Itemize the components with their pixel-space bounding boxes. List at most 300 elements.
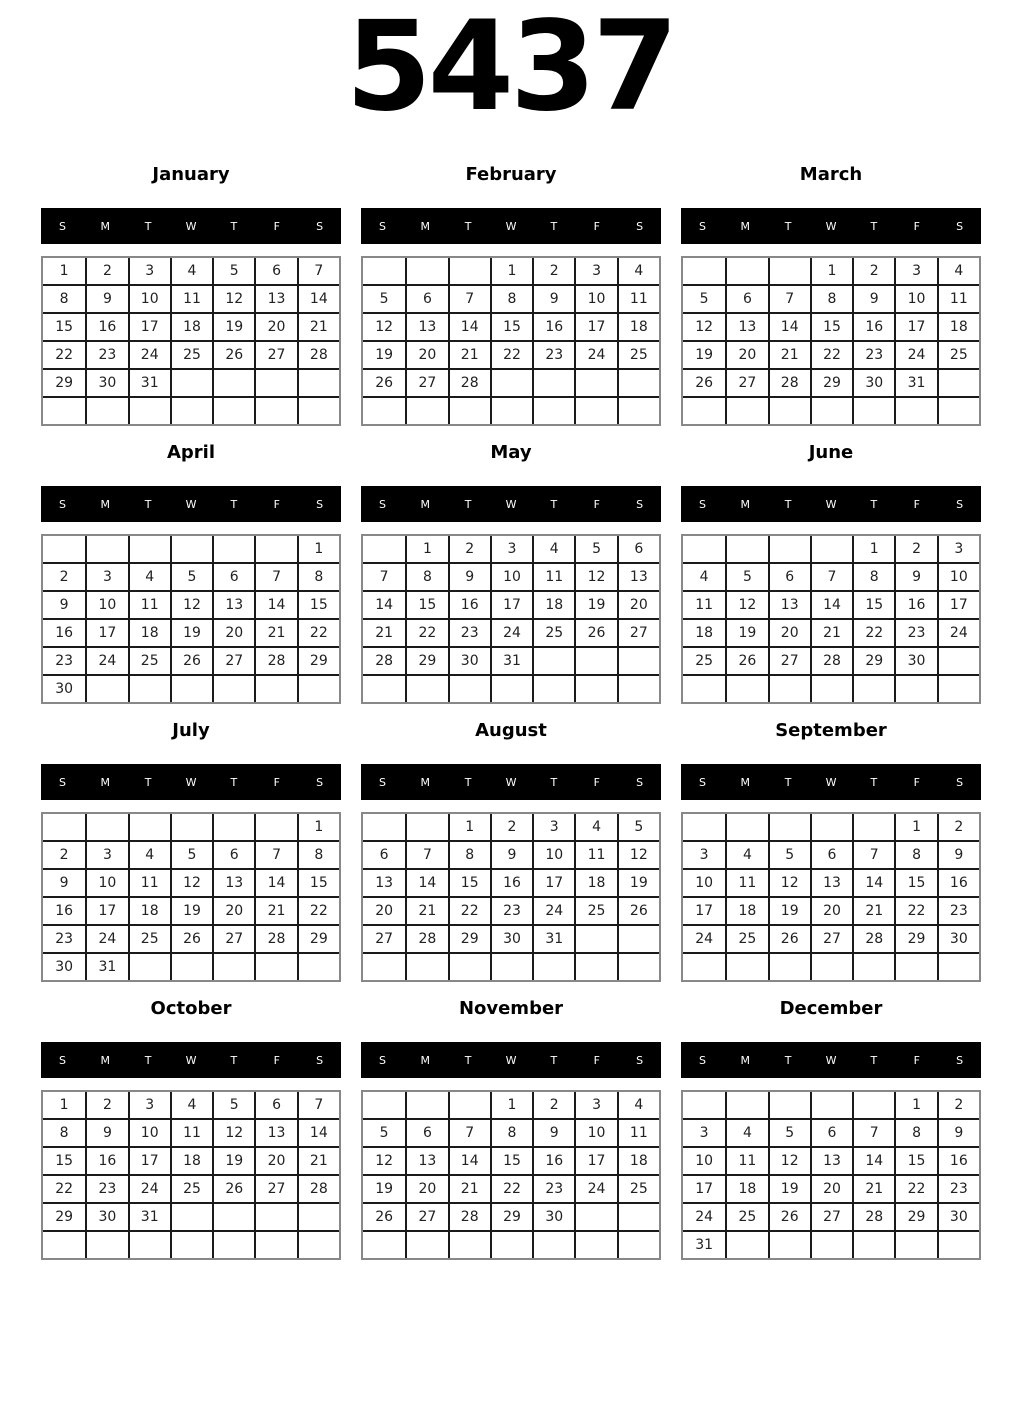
- weekday-header-row: [41, 764, 341, 800]
- day-cell: 21: [297, 312, 339, 340]
- day-cell: 23: [894, 618, 936, 646]
- empty-day-cell: [128, 1230, 170, 1258]
- weekday-label: W: [505, 1053, 517, 1067]
- empty-day-cell: [254, 368, 296, 396]
- day-cell: 17: [532, 868, 574, 896]
- day-cell: 23: [448, 618, 490, 646]
- day-cell: 7: [297, 1092, 339, 1118]
- day-cell: 25: [574, 896, 616, 924]
- day-cell: 20: [212, 896, 254, 924]
- year-title: 5437: [345, 0, 675, 139]
- day-cell: 30: [937, 1202, 979, 1230]
- day-cell: 12: [212, 284, 254, 312]
- empty-day-cell: [852, 1230, 894, 1258]
- week-row: [683, 368, 979, 396]
- weekday-label: S: [378, 219, 386, 233]
- day-cell: 18: [128, 618, 170, 646]
- weekday-label: S: [58, 497, 66, 511]
- empty-day-cell: [532, 368, 574, 396]
- empty-day-cell: [363, 396, 405, 424]
- day-cell: 30: [448, 646, 490, 674]
- month-title: November: [458, 998, 564, 1019]
- week-row: [683, 952, 979, 980]
- weekday-label: S: [636, 775, 644, 789]
- week-row: [363, 896, 659, 924]
- months-grid: [41, 158, 981, 1260]
- day-cell: 31: [128, 368, 170, 396]
- month-grid: [681, 256, 981, 426]
- empty-day-cell: [405, 258, 447, 284]
- day-cell: 1: [894, 814, 936, 840]
- empty-day-cell: [363, 1230, 405, 1258]
- weekday-label: S: [316, 497, 324, 511]
- week-row: [683, 1092, 979, 1118]
- day-cell: 9: [85, 1118, 127, 1146]
- week-row: [363, 840, 659, 868]
- weekday-header-row: [681, 764, 981, 800]
- weekday-label: T: [230, 219, 238, 233]
- month-grid: [681, 534, 981, 704]
- week-row: [683, 258, 979, 284]
- day-cell: 21: [405, 896, 447, 924]
- weekday-label: T: [464, 775, 472, 789]
- day-cell: 16: [448, 590, 490, 618]
- empty-day-cell: [254, 536, 296, 562]
- weekday-label: T: [464, 1053, 472, 1067]
- day-cell: 4: [617, 1092, 659, 1118]
- day-cell: 9: [937, 1118, 979, 1146]
- empty-day-cell: [212, 396, 254, 424]
- day-cell: 5: [574, 536, 616, 562]
- weekday-label: M: [740, 497, 751, 511]
- empty-day-cell: [810, 814, 852, 840]
- month-title: December: [779, 998, 883, 1019]
- day-cell: 2: [43, 562, 85, 590]
- month-february: [361, 158, 661, 426]
- day-cell: 28: [448, 1202, 490, 1230]
- day-cell: 23: [43, 924, 85, 952]
- week-row: [363, 1092, 659, 1118]
- empty-day-cell: [937, 674, 979, 702]
- month-title: September: [775, 720, 887, 741]
- month-grid: [41, 534, 341, 704]
- empty-day-cell: [363, 258, 405, 284]
- day-cell: 12: [212, 1118, 254, 1146]
- day-cell: 22: [43, 1174, 85, 1202]
- weekday-label: F: [913, 497, 920, 511]
- weekday-label: S: [378, 775, 386, 789]
- day-cell: 11: [574, 840, 616, 868]
- day-cell: 29: [297, 924, 339, 952]
- weekday-label: S: [956, 497, 964, 511]
- day-cell: 27: [405, 1202, 447, 1230]
- day-cell: 20: [363, 896, 405, 924]
- day-cell: 19: [725, 618, 767, 646]
- week-row: [43, 924, 339, 952]
- day-cell: 2: [85, 258, 127, 284]
- empty-day-cell: [768, 536, 810, 562]
- day-cell: 8: [894, 840, 936, 868]
- day-cell: 22: [43, 340, 85, 368]
- day-cell: 22: [894, 1174, 936, 1202]
- week-row: [43, 814, 339, 840]
- day-cell: 29: [43, 1202, 85, 1230]
- day-cell: 2: [448, 536, 490, 562]
- weekday-label: M: [420, 219, 431, 233]
- weekday-label: S: [316, 219, 324, 233]
- week-row: [683, 340, 979, 368]
- empty-day-cell: [683, 536, 725, 562]
- empty-day-cell: [937, 952, 979, 980]
- weekday-label: M: [100, 1053, 111, 1067]
- empty-day-cell: [254, 1202, 296, 1230]
- day-cell: 18: [725, 1174, 767, 1202]
- weekday-header-row: [681, 1042, 981, 1078]
- day-cell: 10: [85, 590, 127, 618]
- weekday-label: M: [100, 219, 111, 233]
- weekday-label: S: [698, 775, 706, 789]
- day-cell: 12: [683, 312, 725, 340]
- empty-day-cell: [254, 1230, 296, 1258]
- day-cell: 25: [532, 618, 574, 646]
- empty-day-cell: [128, 674, 170, 702]
- month-july: [41, 714, 341, 982]
- week-row: [683, 674, 979, 702]
- week-row: [683, 896, 979, 924]
- day-cell: 11: [617, 284, 659, 312]
- day-cell: 5: [725, 562, 767, 590]
- day-cell: 31: [490, 646, 532, 674]
- day-cell: 27: [212, 646, 254, 674]
- week-row: [43, 868, 339, 896]
- day-cell: 23: [852, 340, 894, 368]
- empty-day-cell: [212, 1230, 254, 1258]
- empty-day-cell: [363, 1092, 405, 1118]
- month-november: [361, 992, 661, 1260]
- day-cell: 30: [937, 924, 979, 952]
- empty-day-cell: [254, 674, 296, 702]
- day-cell: 5: [363, 1118, 405, 1146]
- day-cell: 17: [85, 618, 127, 646]
- week-row: [363, 536, 659, 562]
- day-cell: 31: [128, 1202, 170, 1230]
- day-cell: 30: [43, 952, 85, 980]
- day-cell: 24: [128, 1174, 170, 1202]
- week-row: [363, 258, 659, 284]
- empty-day-cell: [894, 1230, 936, 1258]
- day-cell: 26: [725, 646, 767, 674]
- day-cell: 29: [43, 368, 85, 396]
- weekday-label: T: [230, 775, 238, 789]
- weekday-label: S: [956, 775, 964, 789]
- day-cell: 6: [725, 284, 767, 312]
- empty-day-cell: [937, 646, 979, 674]
- day-cell: 13: [254, 284, 296, 312]
- day-cell: 14: [254, 868, 296, 896]
- day-cell: 30: [85, 1202, 127, 1230]
- day-cell: 21: [448, 1174, 490, 1202]
- day-cell: 23: [937, 896, 979, 924]
- day-cell: 2: [937, 814, 979, 840]
- day-cell: 4: [170, 258, 212, 284]
- day-cell: 10: [683, 1146, 725, 1174]
- day-cell: 19: [170, 618, 212, 646]
- day-cell: 6: [405, 284, 447, 312]
- day-cell: 24: [683, 1202, 725, 1230]
- day-cell: 22: [490, 1174, 532, 1202]
- weekday-label: S: [378, 497, 386, 511]
- day-cell: 12: [363, 312, 405, 340]
- day-cell: 8: [43, 1118, 85, 1146]
- day-cell: 8: [43, 284, 85, 312]
- empty-day-cell: [725, 814, 767, 840]
- day-cell: 22: [852, 618, 894, 646]
- week-row: [43, 1146, 339, 1174]
- empty-day-cell: [683, 258, 725, 284]
- empty-day-cell: [170, 396, 212, 424]
- day-cell: 27: [254, 340, 296, 368]
- week-row: [363, 1118, 659, 1146]
- weekday-label: W: [825, 219, 837, 233]
- day-cell: 14: [448, 312, 490, 340]
- week-row: [43, 674, 339, 702]
- day-cell: 15: [894, 868, 936, 896]
- day-cell: 10: [490, 562, 532, 590]
- day-cell: 30: [532, 1202, 574, 1230]
- day-cell: 9: [43, 868, 85, 896]
- empty-day-cell: [810, 1092, 852, 1118]
- day-cell: 22: [490, 340, 532, 368]
- month-january: [41, 158, 341, 426]
- weekday-label: F: [593, 1053, 600, 1067]
- month-title: January: [152, 164, 230, 185]
- empty-day-cell: [683, 814, 725, 840]
- week-row: [683, 536, 979, 562]
- day-cell: 13: [212, 868, 254, 896]
- day-cell: 4: [683, 562, 725, 590]
- empty-day-cell: [617, 1202, 659, 1230]
- day-cell: 24: [683, 924, 725, 952]
- empty-day-cell: [43, 396, 85, 424]
- day-cell: 26: [683, 368, 725, 396]
- empty-day-cell: [254, 396, 296, 424]
- day-cell: 27: [617, 618, 659, 646]
- day-cell: 21: [768, 340, 810, 368]
- empty-day-cell: [297, 396, 339, 424]
- week-row: [43, 258, 339, 284]
- empty-day-cell: [894, 674, 936, 702]
- empty-day-cell: [852, 396, 894, 424]
- empty-day-cell: [617, 674, 659, 702]
- month-june: [681, 436, 981, 704]
- day-cell: 10: [574, 284, 616, 312]
- month-grid: [41, 256, 341, 426]
- week-row: [363, 396, 659, 424]
- day-cell: 17: [574, 1146, 616, 1174]
- day-cell: 1: [297, 536, 339, 562]
- day-cell: 1: [852, 536, 894, 562]
- day-cell: 12: [170, 868, 212, 896]
- month-march: [681, 158, 981, 426]
- month-december: [681, 992, 981, 1260]
- weekday-label: T: [550, 1053, 558, 1067]
- day-cell: 30: [490, 924, 532, 952]
- day-cell: 26: [768, 1202, 810, 1230]
- week-row: [363, 952, 659, 980]
- day-cell: 25: [617, 1174, 659, 1202]
- empty-day-cell: [683, 674, 725, 702]
- day-cell: 22: [448, 896, 490, 924]
- empty-day-cell: [405, 814, 447, 840]
- day-cell: 12: [617, 840, 659, 868]
- day-cell: 25: [128, 924, 170, 952]
- weekday-label: T: [230, 497, 238, 511]
- weekday-label: T: [784, 1053, 792, 1067]
- week-row: [43, 1230, 339, 1258]
- empty-day-cell: [725, 258, 767, 284]
- day-cell: 12: [725, 590, 767, 618]
- empty-day-cell: [532, 646, 574, 674]
- empty-day-cell: [810, 952, 852, 980]
- week-row: [363, 312, 659, 340]
- day-cell: 20: [405, 340, 447, 368]
- day-cell: 25: [617, 340, 659, 368]
- empty-day-cell: [617, 646, 659, 674]
- day-cell: 26: [170, 924, 212, 952]
- day-cell: 22: [810, 340, 852, 368]
- empty-day-cell: [617, 368, 659, 396]
- day-cell: 26: [363, 1202, 405, 1230]
- day-cell: 23: [43, 646, 85, 674]
- weekday-label: F: [273, 775, 280, 789]
- weekday-label: T: [464, 497, 472, 511]
- day-cell: 24: [894, 340, 936, 368]
- weekday-label: W: [185, 219, 197, 233]
- month-grid: [361, 812, 661, 982]
- empty-day-cell: [725, 1230, 767, 1258]
- day-cell: 28: [297, 1174, 339, 1202]
- day-cell: 10: [128, 1118, 170, 1146]
- day-cell: 20: [810, 1174, 852, 1202]
- day-cell: 19: [212, 1146, 254, 1174]
- month-title: February: [465, 164, 557, 185]
- day-cell: 19: [617, 868, 659, 896]
- day-cell: 17: [683, 896, 725, 924]
- day-cell: 7: [768, 284, 810, 312]
- empty-day-cell: [448, 1230, 490, 1258]
- week-row: [43, 590, 339, 618]
- empty-day-cell: [768, 396, 810, 424]
- day-cell: 29: [405, 646, 447, 674]
- day-cell: 15: [490, 1146, 532, 1174]
- weekday-label: M: [420, 1053, 431, 1067]
- weekday-label: S: [698, 219, 706, 233]
- empty-day-cell: [170, 368, 212, 396]
- day-cell: 31: [532, 924, 574, 952]
- weekday-label: F: [593, 219, 600, 233]
- day-cell: 4: [725, 840, 767, 868]
- empty-day-cell: [810, 396, 852, 424]
- empty-day-cell: [532, 674, 574, 702]
- day-cell: 19: [363, 1174, 405, 1202]
- day-cell: 5: [768, 840, 810, 868]
- week-row: [683, 646, 979, 674]
- week-row: [363, 1146, 659, 1174]
- weekday-label: M: [740, 1053, 751, 1067]
- empty-day-cell: [297, 368, 339, 396]
- day-cell: 20: [254, 1146, 296, 1174]
- empty-day-cell: [128, 536, 170, 562]
- day-cell: 28: [363, 646, 405, 674]
- day-cell: 5: [363, 284, 405, 312]
- day-cell: 1: [448, 814, 490, 840]
- day-cell: 28: [810, 646, 852, 674]
- day-cell: 3: [683, 1118, 725, 1146]
- day-cell: 21: [254, 896, 296, 924]
- day-cell: 11: [725, 1146, 767, 1174]
- day-cell: 17: [683, 1174, 725, 1202]
- empty-day-cell: [405, 674, 447, 702]
- day-cell: 26: [768, 924, 810, 952]
- day-cell: 27: [810, 924, 852, 952]
- week-row: [363, 814, 659, 840]
- day-cell: 8: [852, 562, 894, 590]
- day-cell: 10: [532, 840, 574, 868]
- day-cell: 15: [490, 312, 532, 340]
- week-row: [363, 1174, 659, 1202]
- day-cell: 9: [532, 1118, 574, 1146]
- weekday-label: F: [273, 219, 280, 233]
- day-cell: 27: [212, 924, 254, 952]
- week-row: [683, 1174, 979, 1202]
- empty-day-cell: [725, 1092, 767, 1118]
- weekday-label: F: [913, 219, 920, 233]
- day-cell: 24: [85, 646, 127, 674]
- empty-day-cell: [212, 1202, 254, 1230]
- week-row: [683, 312, 979, 340]
- empty-day-cell: [937, 396, 979, 424]
- weekday-label: T: [784, 219, 792, 233]
- day-cell: 13: [617, 562, 659, 590]
- weekday-label: W: [185, 775, 197, 789]
- day-cell: 7: [810, 562, 852, 590]
- day-cell: 31: [683, 1230, 725, 1258]
- empty-day-cell: [768, 1230, 810, 1258]
- week-row: [43, 536, 339, 562]
- empty-day-cell: [490, 368, 532, 396]
- month-title: July: [172, 720, 210, 741]
- day-cell: 9: [937, 840, 979, 868]
- day-cell: 23: [532, 1174, 574, 1202]
- day-cell: 19: [768, 896, 810, 924]
- weekday-header-row: [41, 208, 341, 244]
- day-cell: 27: [405, 368, 447, 396]
- week-row: [43, 840, 339, 868]
- day-cell: 1: [490, 1092, 532, 1118]
- day-cell: 18: [574, 868, 616, 896]
- day-cell: 7: [852, 840, 894, 868]
- day-cell: 9: [85, 284, 127, 312]
- empty-day-cell: [894, 952, 936, 980]
- week-row: [363, 924, 659, 952]
- week-row: [43, 1174, 339, 1202]
- day-cell: 15: [810, 312, 852, 340]
- day-cell: 7: [448, 1118, 490, 1146]
- day-cell: 14: [297, 284, 339, 312]
- empty-day-cell: [85, 536, 127, 562]
- day-cell: 13: [725, 312, 767, 340]
- week-row: [683, 1230, 979, 1258]
